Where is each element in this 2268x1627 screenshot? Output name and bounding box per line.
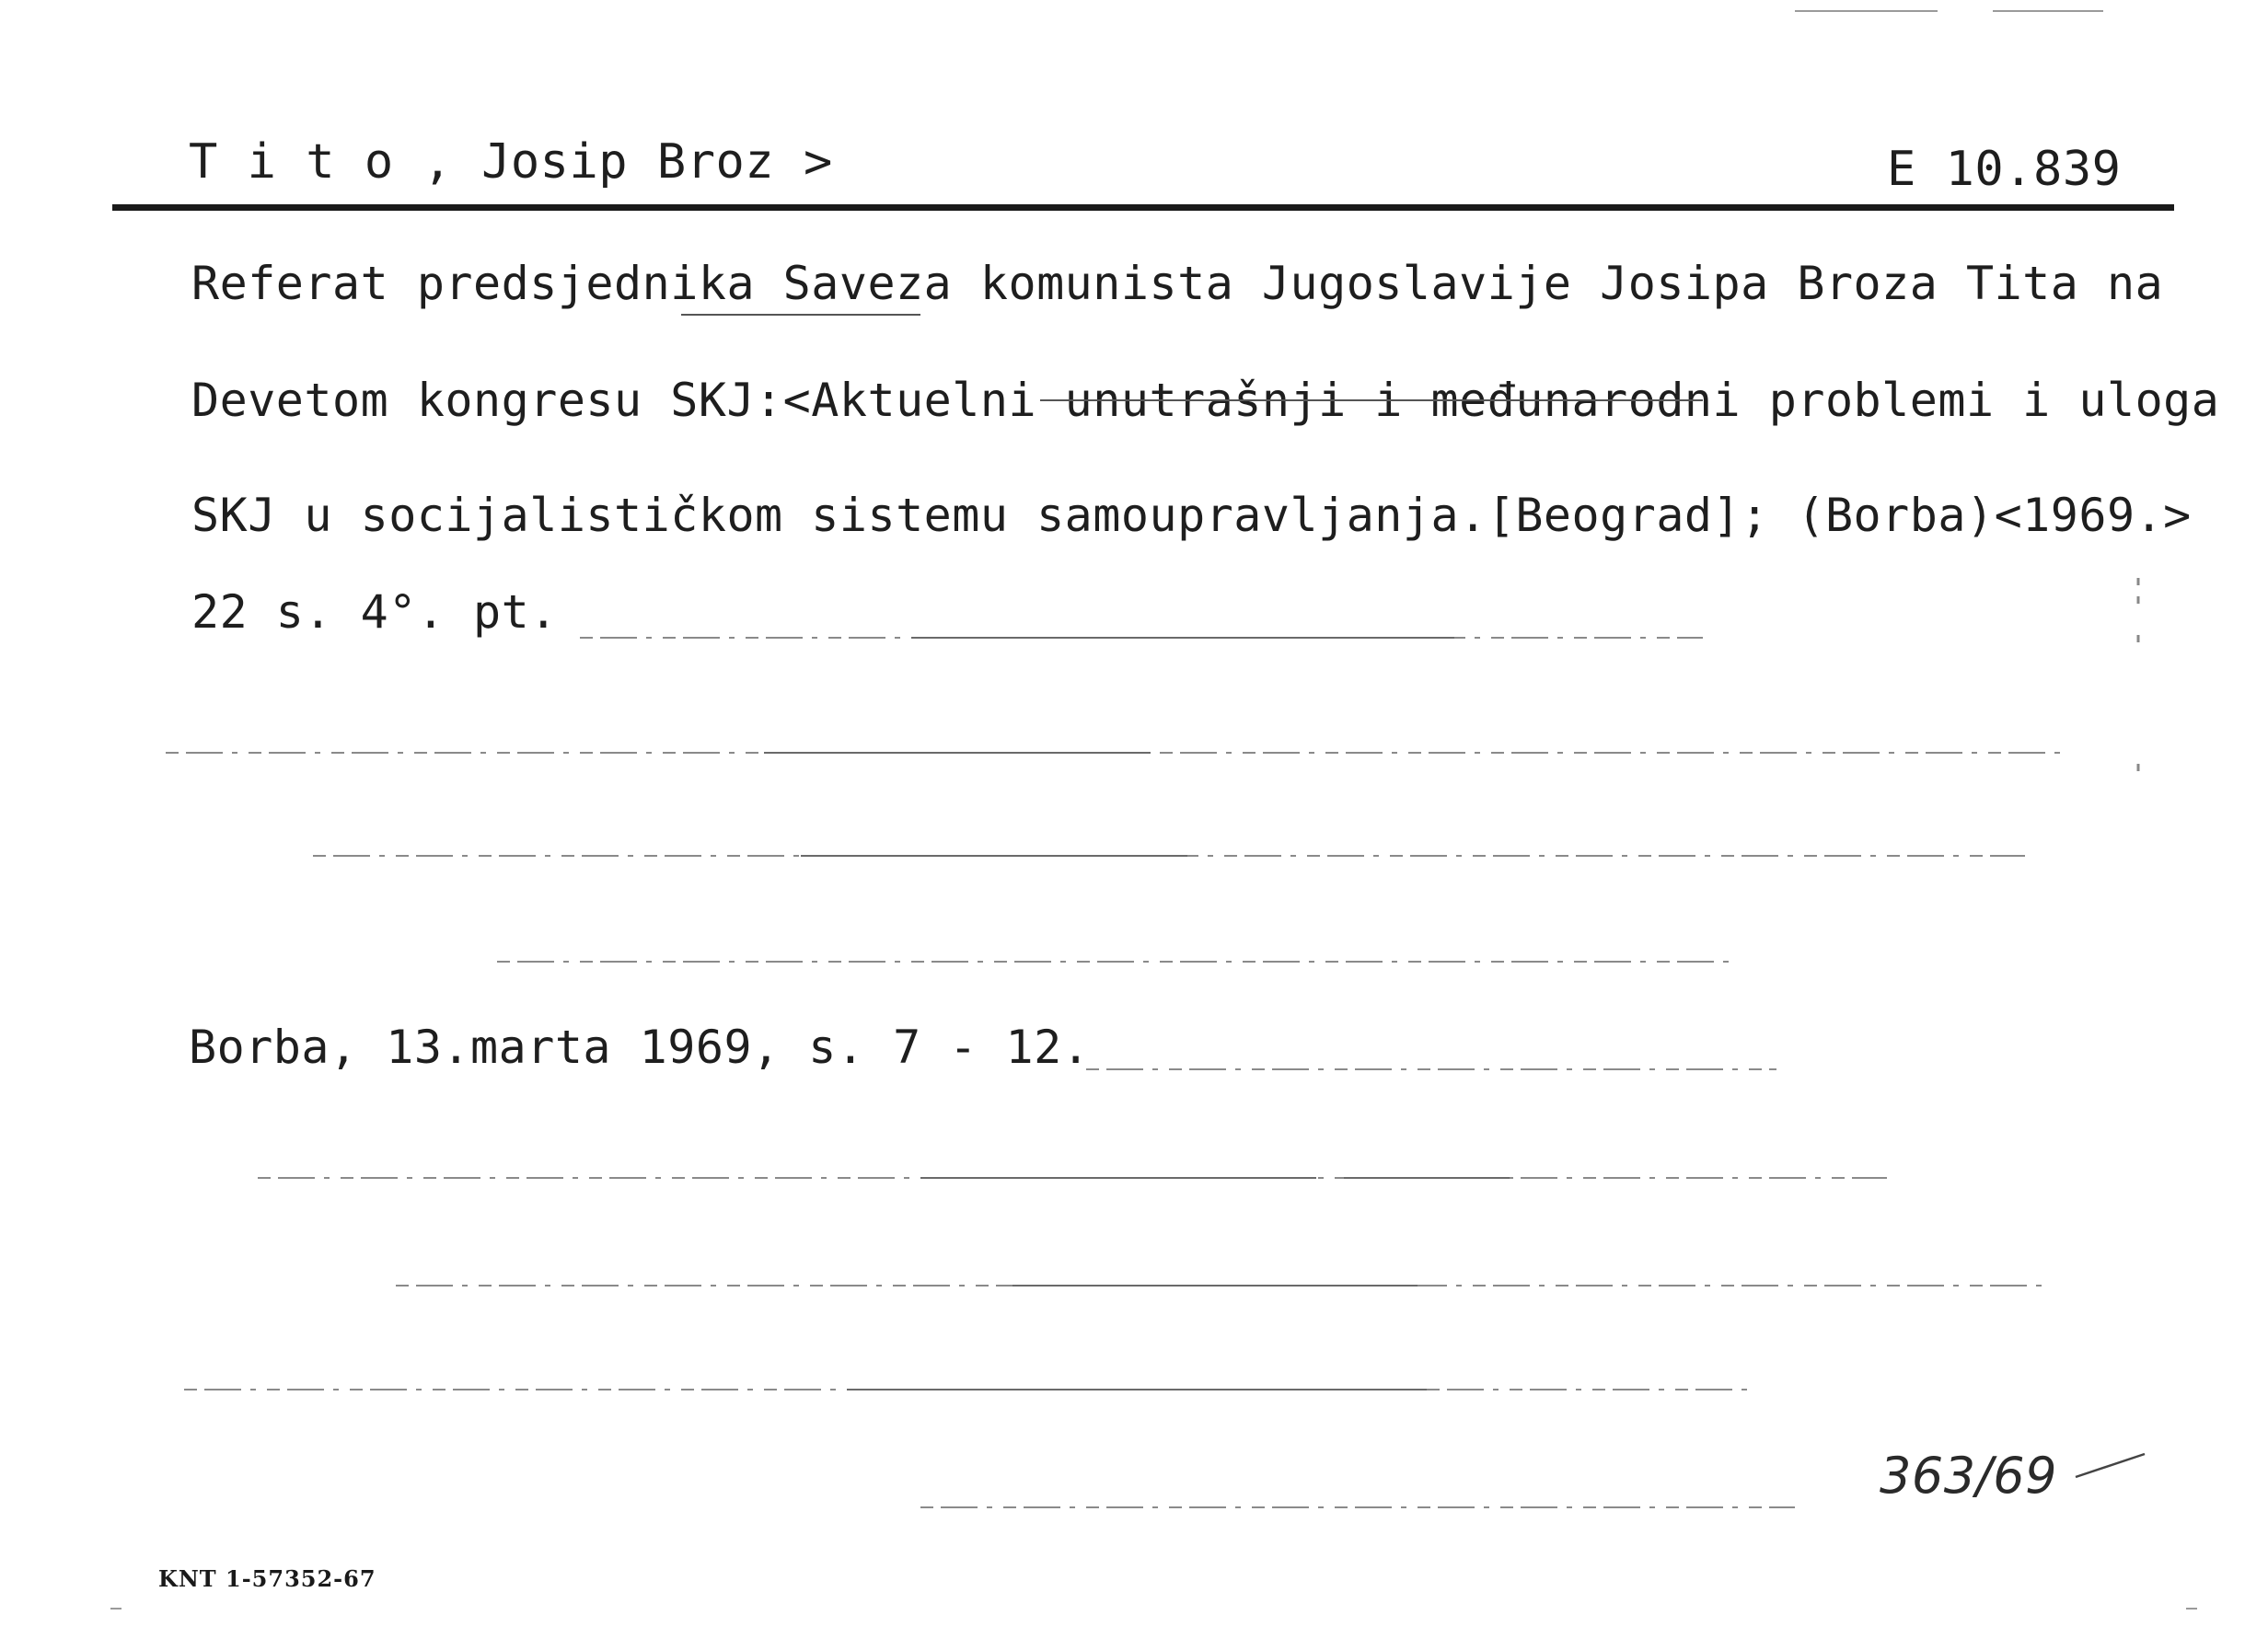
description-line-2: Devetom kongresu SKJ:<Aktuelni unutrašnji i međunarodni problemi i uloga [191, 374, 2220, 427]
description-line-1: Referat predsjednika Saveza komunista Jugoslavije Josipa Broza Tita na [191, 257, 2164, 310]
description-line-4: 22 s. 4°. pt. [191, 585, 558, 639]
call-number: E 10.839 [1887, 142, 2122, 197]
source-note: Borba, 13.marta 1969, s. 7 - 12. [189, 1021, 1091, 1074]
description-line-3: SKJ u socijalističkom sistemu samoupravljanja.[Beograd]; (Borba)<1969.> [191, 489, 2192, 542]
form-number: KNT 1-57352-67 [158, 1565, 376, 1592]
heading-rule [112, 204, 2174, 211]
accession-number: 363/69 [1880, 1447, 2057, 1505]
author-heading: T i t o , Josip Broz > [189, 134, 833, 190]
